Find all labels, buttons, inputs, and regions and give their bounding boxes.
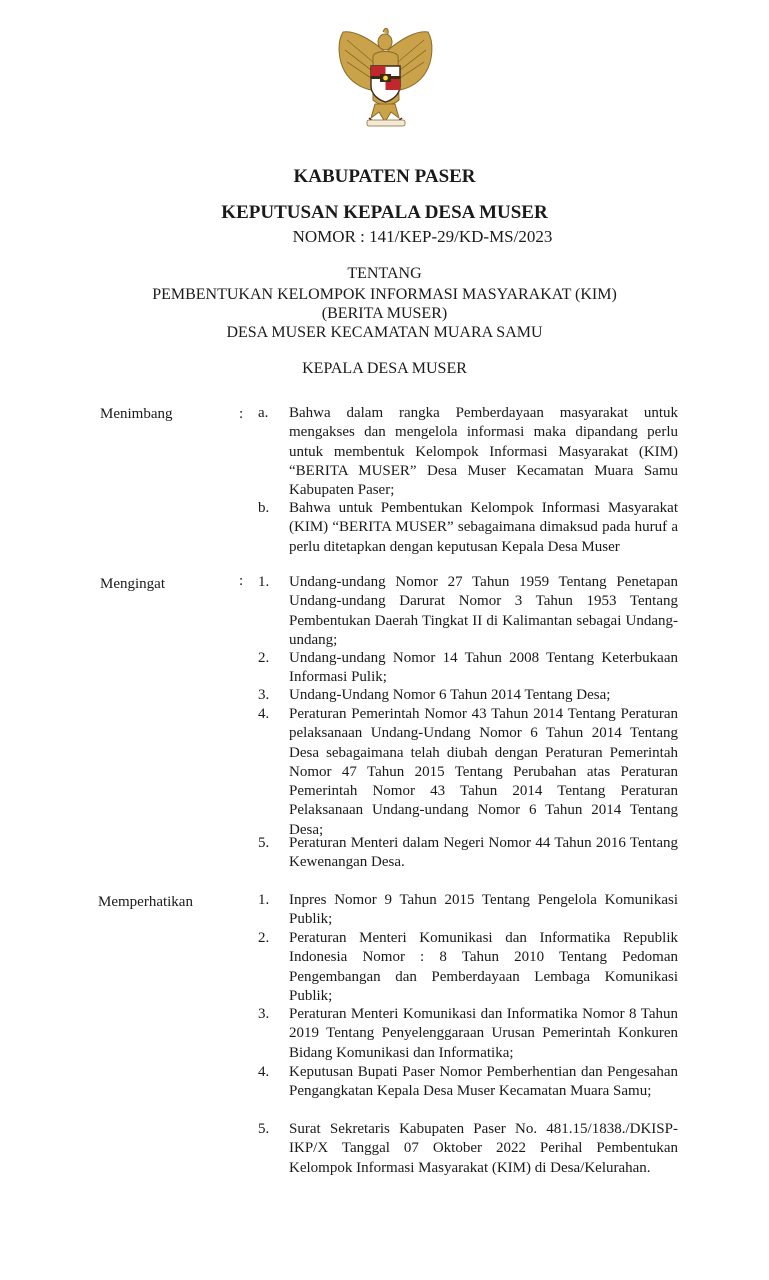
about-heading: TENTANG [347,265,422,282]
subject-line: PEMBENTUKAN KELOMPOK INFORMASI MASYARAKAT (KIM) [152,286,617,303]
list-item [258,891,678,930]
list-item [258,1005,678,1063]
list-item [258,929,678,1006]
item-text: Bahwa dalam rangka Pemberdayaan masyarakat untuk mengakses dan mengelola informasi maka dipandang perlu untuk membentuk Kelompok Informasi Masyarakat (KIM) “BERITA MUSER” Desa Muser Kecamatan Muara Samu Kabupaten Paser; [289,405,678,499]
list-item [258,499,678,557]
authority-heading: KEPALA DESA MUSER [302,360,467,377]
item-text: Peraturan Menteri dalam Negeri Nomor 44 Tahun 2016 Tentang Kewenangan Desa. [289,835,678,871]
item-marker: 4. [258,1064,270,1080]
item-text: Peraturan Pemerintah Nomor 43 Tahun 2014 Tentang Peraturan pelaksanaan Undang-Undang Nomor 6 Tahun 2014 Tentang Desa sebagaimana telah diubah dengan Peraturan Pemerintah Nomor 47 Tahun 2015 Tentang Perubahan atas Peraturan Pemerintah Nomor 43 Tahun 2014 Tentang Peraturan Pelaksanaan Undang-undang Nomor 6 Tahun 2014 Tentang Desa; [289,706,678,838]
item-text: Inpres Nomor 9 Tahun 2015 Tentang Pengelola Komunikasi Publik; [289,892,678,928]
item-text: Undang-Undang Nomor 6 Tahun 2014 Tentang Desa; [289,687,611,703]
list-item [258,834,678,873]
subject-line: DESA MUSER KECAMATAN MUARA SAMU [226,324,543,341]
item-text: Surat Sekretaris Kabupaten Paser No. 481.15/1838./DKISP-IKP/X Tanggal 07 Oktober 2022 Perihal Pembentukan Kelompok Informasi Masyarakat (KIM) di Desa/Kelurahan. [289,1121,678,1176]
section-label-memperhatikan: Memperhatikan [98,894,193,910]
item-text: Undang-undang Nomor 27 Tahun 1959 Tentang Penetapan Undang-undang Darurat Nomor 3 Tahun 1953 Tentang Pembentukan Daerah Tingkat II di Kalimantan sebagai Undang-undang; [289,574,678,648]
section-label-menimbang: Menimbang [100,406,173,422]
item-marker: 2. [258,930,270,946]
item-text: Peraturan Menteri Komunikasi dan Informatika Nomor 8 Tahun 2019 Tentang Penyelenggaraan Urusan Pemerintah Konkuren Bidang Komunikasi dan Informatika; [289,1006,678,1061]
item-marker: 2. [258,650,270,666]
item-marker: 4. [258,706,270,722]
item-marker: 3. [258,1006,270,1022]
list-item [258,404,678,500]
section-colon: : [239,406,244,422]
list-item [258,705,678,840]
item-marker: 3. [258,687,270,703]
decree-number: NOMOR : 141/KEP-29/KD-MS/2023 [292,227,553,246]
decree-title: KEPUTUSAN KEPALA DESA MUSER [221,202,548,223]
list-item [258,1063,678,1102]
item-text: Undang-undang Nomor 14 Tahun 2008 Tentang Keterbukaan Informasi Pulik; [289,650,678,686]
list-item [258,573,678,650]
item-marker: 5. [258,1121,270,1137]
item-marker: a. [258,405,269,421]
item-text: Keputusan Bupati Paser Nomor Pemberhentian dan Pengesahan Pengangkatan Kepala Desa Muser Kecamatan Muara Samu; [289,1064,678,1100]
section-colon: : [239,573,244,589]
item-marker: 1. [258,574,270,590]
item-text: Peraturan Menteri Komunikasi dan Informatika Republik Indonesia Nomor : 8 Tahun 2010 Tentang Pedoman Pengembangan dan Pemberdayaan Lembaga Komunikasi Publik; [289,930,678,1004]
item-text: Bahwa untuk Pembentukan Kelompok Informasi Masyarakat (KIM) “BERITA MUSER” sebagaimana dimaksud pada huruf a perlu ditetapkan dengan keputusan Kepala Desa Muser [289,500,678,555]
subject-line: (BERITA MUSER) [321,305,448,322]
item-marker: b. [258,500,270,516]
list-item [258,686,678,705]
garuda-emblem-icon [333,22,438,134]
section-label-mengingat: Mengingat [100,576,165,592]
item-marker: 5. [258,835,270,851]
item-marker: 1. [258,892,270,908]
regency-heading: KABUPATEN PASER [293,166,476,187]
list-item [258,649,678,688]
list-item [258,1120,678,1178]
